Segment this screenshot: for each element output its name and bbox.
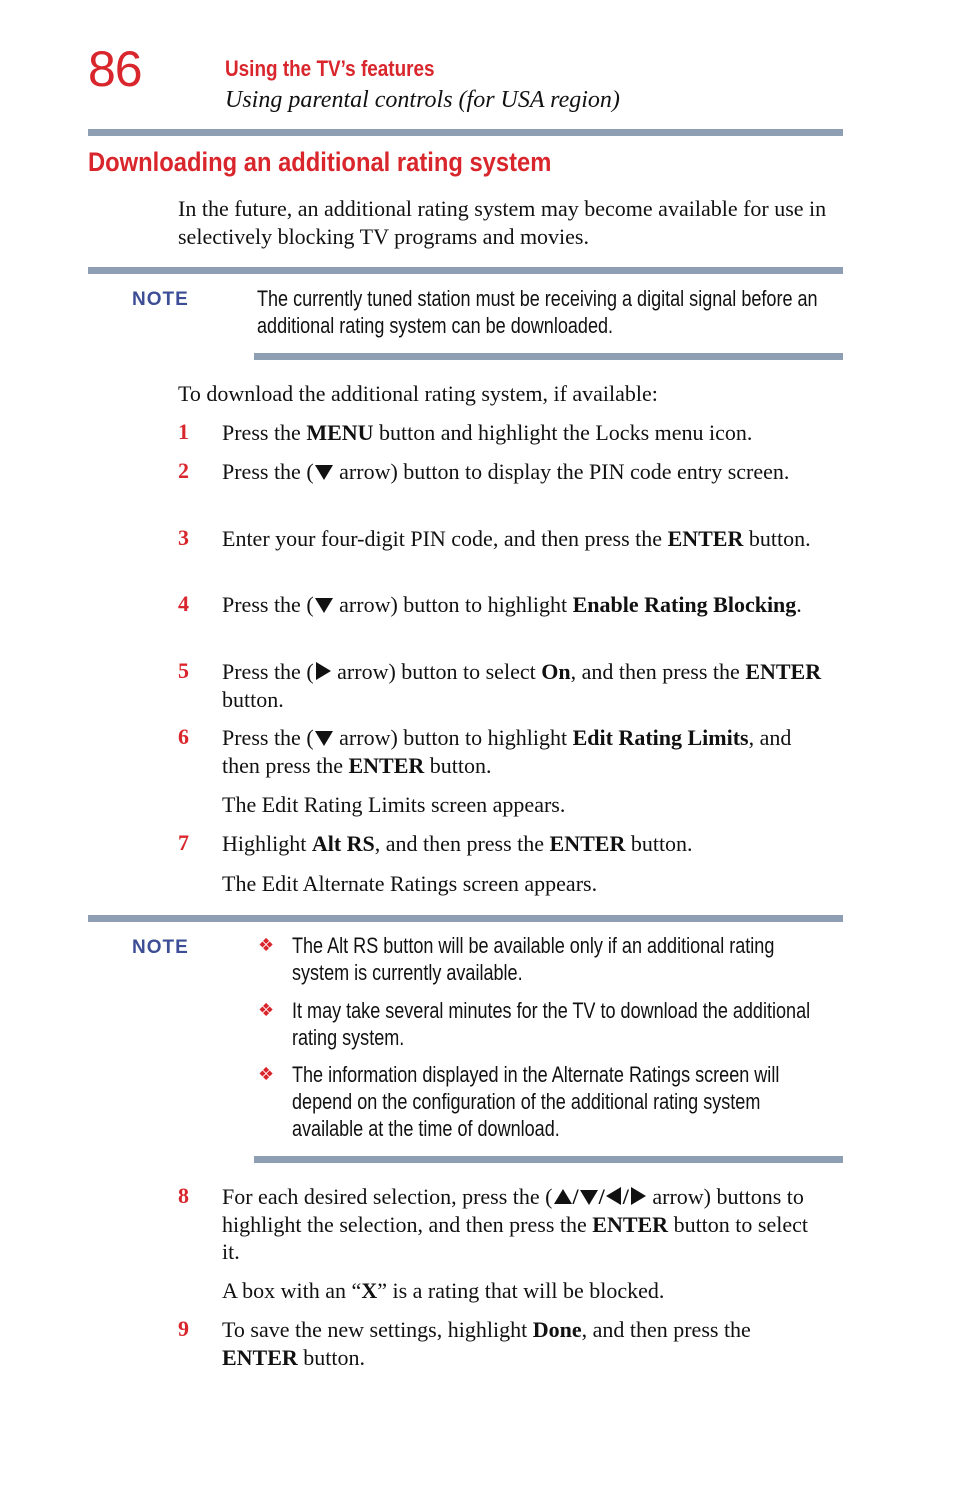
subsection-title: Using parental controls (for USA region): [225, 87, 620, 113]
step-4: [178, 591, 802, 617]
step-number: 6: [178, 724, 189, 749]
step-number: 7: [178, 830, 189, 855]
up-arrow-icon: [553, 1188, 573, 1206]
right-arrow-icon: [629, 1186, 647, 1206]
diamond-bullet-icon: ❖: [258, 935, 275, 956]
note-label: NOTE: [132, 289, 189, 310]
step-7-result: The Edit Alternate Ratings screen appears.: [222, 871, 598, 896]
note-bullet: The information displayed in the Alternate Ratings screen will depend on the configuration of the additional rating system available at the time of download.: [292, 1062, 780, 1141]
step-number: 8: [178, 1183, 189, 1208]
note-top-rule: [88, 915, 843, 922]
intro-paragraph: In the future, an additional rating system may become available for use in selectively blocking TV programs and movies.: [178, 196, 827, 249]
chapter-title: Using the TV’s features: [225, 56, 435, 81]
section-title: Downloading an additional rating system: [88, 147, 552, 177]
step-6-result: The Edit Rating Limits screen appears.: [222, 792, 566, 817]
step-7: [178, 830, 693, 856]
step-number: 2: [178, 458, 189, 483]
right-arrow-icon: [314, 661, 332, 681]
step-number: 1: [178, 419, 189, 444]
step-8: [178, 1183, 808, 1264]
down-arrow-icon: [314, 729, 334, 747]
note-bottom-rule: [254, 1156, 843, 1163]
note-label: NOTE: [132, 937, 189, 958]
header-rule: [88, 129, 843, 136]
step-text: Press the ( arrow) button to highlight Edit Rating Limits, and then press the ENTER button.: [222, 725, 792, 778]
step-text: Enter your four-digit PIN code, and then press the ENTER button.: [222, 526, 811, 551]
lead-in-text: To download the additional rating system, if available:: [178, 381, 658, 406]
down-arrow-icon: [314, 463, 334, 481]
step-number: 9: [178, 1316, 189, 1341]
step-number: 4: [178, 591, 189, 616]
step-text: To save the new settings, highlight Done, and then press the ENTER button.: [222, 1317, 751, 1370]
step-6: [178, 724, 792, 778]
step-text: Press the MENU button and highlight the Locks menu icon.: [222, 420, 753, 445]
step-1: [178, 419, 753, 445]
step-text: Highlight Alt RS, and then press the ENTER button.: [222, 831, 693, 856]
step-text: Press the ( arrow) button to highlight Enable Rating Blocking.: [222, 592, 802, 617]
note-bottom-rule: [254, 353, 843, 360]
step-number: 5: [178, 658, 189, 683]
note-bullet: It may take several minutes for the TV to download the additional rating system.: [292, 998, 811, 1050]
step-2: [178, 458, 790, 484]
step-text: Press the ( arrow) button to display the PIN code entry screen.: [222, 459, 790, 484]
diamond-bullet-icon: ❖: [258, 1000, 275, 1021]
note-text: The currently tuned station must be receiving a digital signal before an additional rating system can be downloaded.: [257, 286, 818, 338]
step-5: [178, 658, 822, 712]
note-top-rule: [88, 267, 843, 274]
down-arrow-icon: [314, 596, 334, 614]
step-text: For each desired selection, press the ( / / / arrow) buttons to highlight the selection, and then press the ENTER button to select it.: [222, 1184, 808, 1264]
step-number: 3: [178, 525, 189, 550]
step-9: [178, 1316, 751, 1370]
page-number: 86: [88, 41, 142, 97]
note-bullet: The Alt RS button will be available only if an additional rating system is currently available.: [292, 933, 775, 985]
diamond-bullet-icon: ❖: [258, 1064, 275, 1085]
left-arrow-icon: [605, 1186, 623, 1206]
down-arrow-icon: [579, 1188, 599, 1206]
step-8-result: A box with an “X” is a rating that will be blocked.: [222, 1278, 665, 1303]
step-3: [178, 525, 811, 551]
step-text: Press the ( arrow) button to select On, and then press the ENTER button.: [222, 659, 822, 712]
